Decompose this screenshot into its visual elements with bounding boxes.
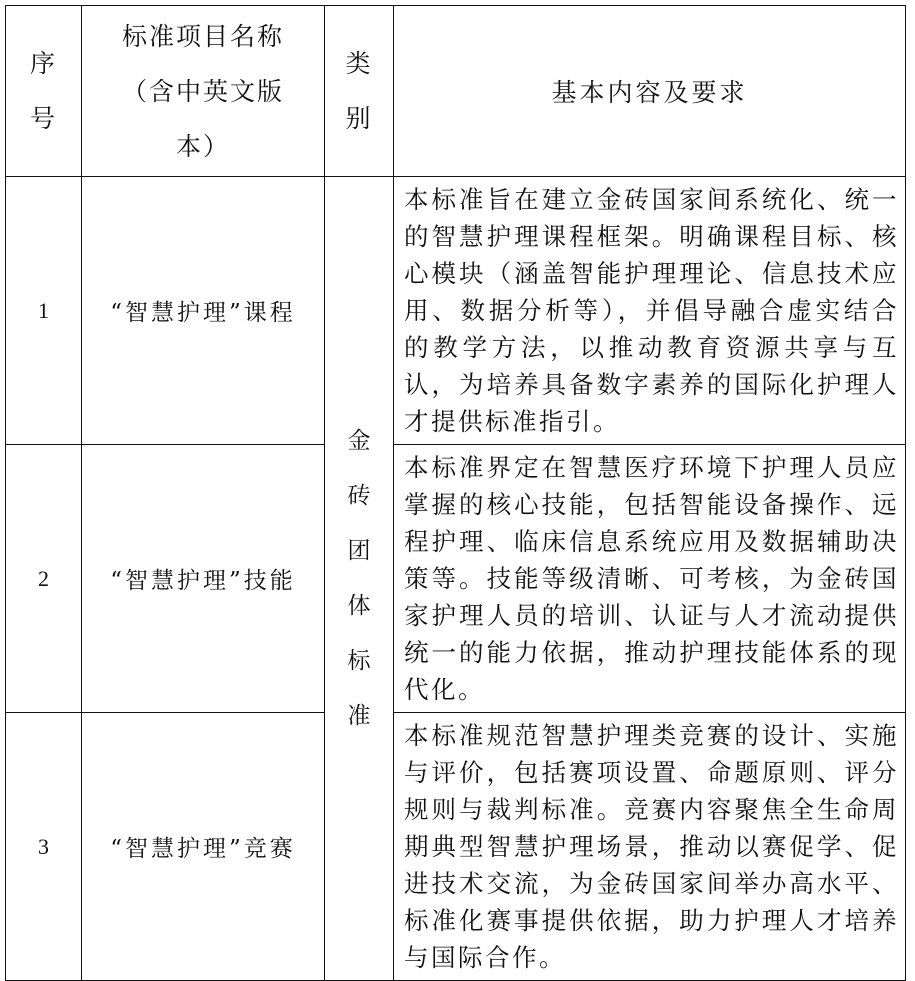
category-char: 团 bbox=[347, 537, 371, 564]
row-name: “智慧护理”竞赛 bbox=[82, 713, 325, 981]
header-name bbox=[82, 6, 325, 177]
header-seq bbox=[6, 6, 82, 177]
header-name-line: 标准项目名称 bbox=[121, 21, 284, 51]
row-seq: 3 bbox=[6, 713, 82, 981]
header-category bbox=[325, 6, 394, 177]
row-seq: 1 bbox=[6, 177, 82, 445]
row-content: 本标准规范智慧护理类竞赛的设计、实施与评价，包括赛项设置、命题原则、评分规则与裁判标准。竞赛内容聚焦全生命周期典型智慧护理场景，推动以赛促学、促进技术交流，为金砖国家间举办高水平、标准化赛事提供依据，助力护理人才培养与国际合作。 bbox=[394, 713, 906, 981]
row-content: 本标准旨在建立金砖国家间系统化、统一的智慧护理课程框架。明确课程目标、核心模块（涵盖智能护理理论、信息技术应用、数据分析等），并倡导融合虚实结合的教学方法，以推动教育资源共享与互认，为培养具备数字素养的国际化护理人才提供标准指引。 bbox=[394, 177, 906, 445]
category-char: 金 bbox=[347, 427, 371, 454]
category-char: 准 bbox=[347, 702, 371, 729]
table-row bbox=[6, 445, 906, 713]
category-char: 体 bbox=[347, 592, 371, 619]
header-category-char: 类 bbox=[345, 49, 373, 78]
header-content: 基本内容及要求 bbox=[394, 6, 906, 177]
header-category-char: 别 bbox=[345, 104, 373, 133]
standards-table bbox=[5, 5, 906, 981]
row-name: “智慧护理”课程 bbox=[82, 177, 325, 445]
row-name: “智慧护理”技能 bbox=[82, 445, 325, 713]
category-char: 砖 bbox=[347, 482, 371, 509]
header-row bbox=[6, 6, 906, 177]
category-char: 标 bbox=[347, 647, 371, 674]
header-seq-char: 号 bbox=[29, 104, 57, 133]
table-row bbox=[6, 713, 906, 981]
header-seq-char: 序 bbox=[29, 49, 57, 78]
header-name-line: （含中英文版 bbox=[121, 76, 284, 106]
row-seq: 2 bbox=[6, 445, 82, 713]
header-name-line: 本） bbox=[175, 131, 230, 161]
category-cell bbox=[325, 177, 394, 981]
row-content: 本标准界定在智慧医疗环境下护理人员应掌握的核心技能，包括智能设备操作、远程护理、临床信息系统应用及数据辅助决策等。技能等级清晰、可考核，为金砖国家护理人员的培训、认证与人才流动提供统一的能力依据，推动护理技能体系的现代化。 bbox=[394, 445, 906, 713]
table-row bbox=[6, 177, 906, 445]
